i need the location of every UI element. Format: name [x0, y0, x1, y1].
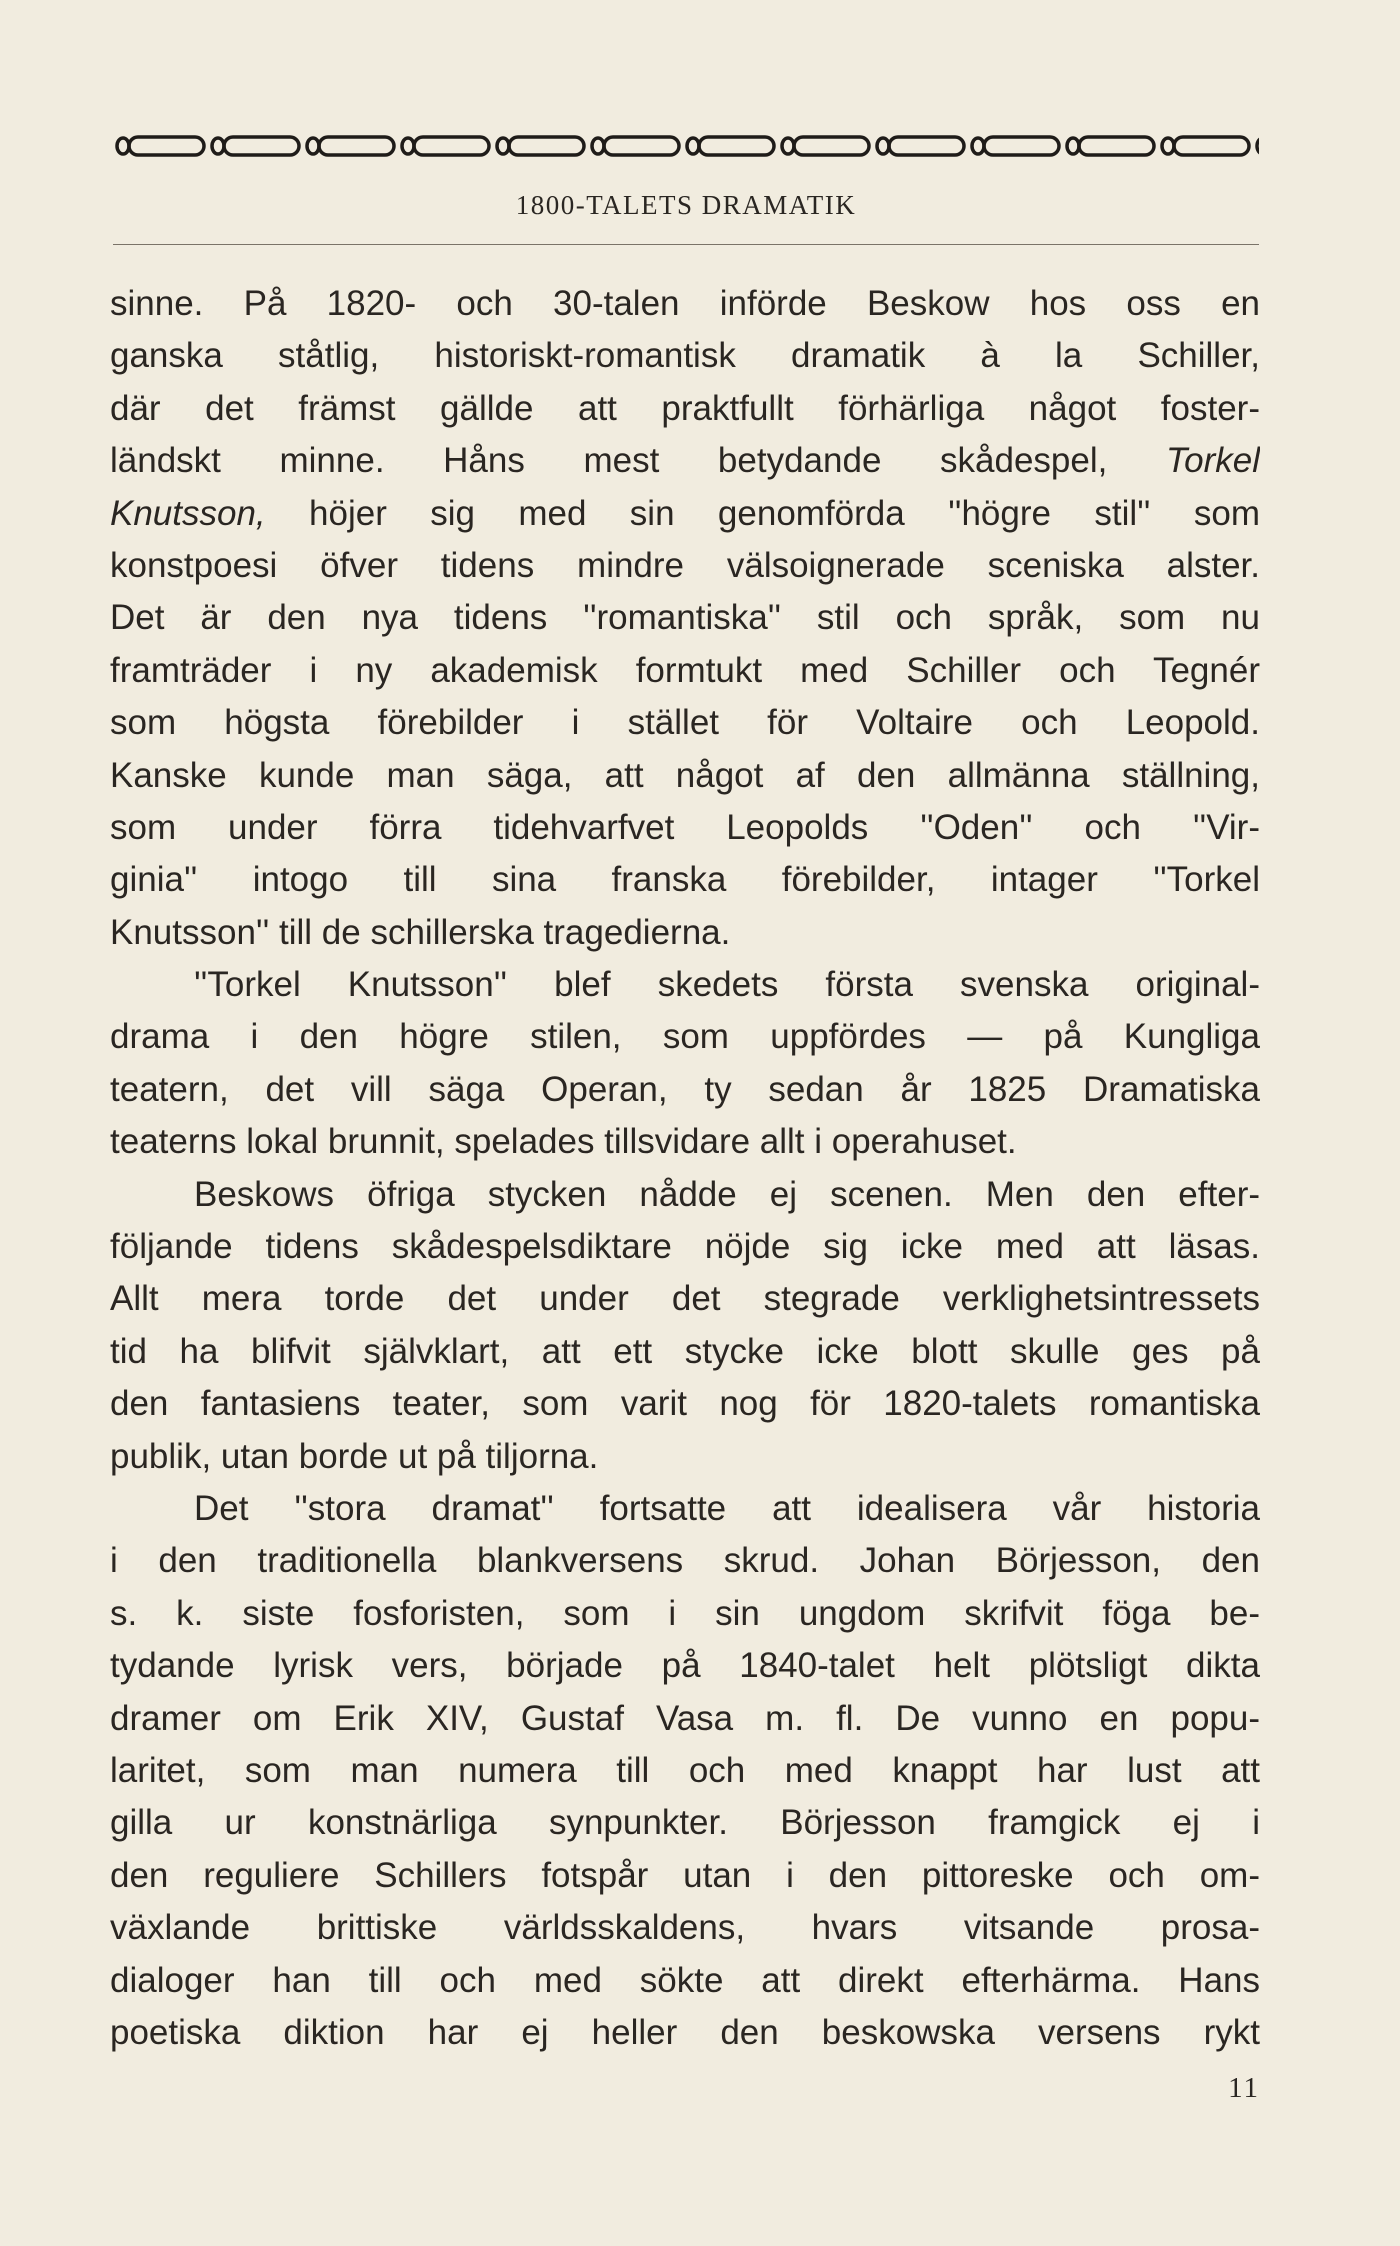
text-line: tid ha blifvit självklart, att ett stycke icke blott skulle ges på: [110, 1331, 1260, 1371]
text-line: Det ''stora dramat'' fortsatte att idealisera vår historia: [194, 1488, 1260, 1528]
text-line: drama i den högre stilen, som uppfördes — på Kungliga: [110, 1017, 1260, 1057]
text-line: dramer om Erik XIV, Gustaf Vasa m. fl. De vunno en popu-: [110, 1698, 1260, 1738]
text-line: där det främst gällde att praktfullt förhärliga något foster-: [110, 388, 1260, 428]
text-line: Beskows öfriga stycken nådde ej scenen. Men den efter-: [194, 1174, 1260, 1214]
running-title: 1800-TALETS DRAMATIK: [515, 190, 857, 220]
text-run: ländskt minne. Håns mest betydande skådespel,: [110, 441, 1108, 481]
text-line: följande tidens skådespelsdiktare nöjde sig icke med att läsas.: [110, 1227, 1260, 1267]
text-line: som under förra tidehvarfvet Leopolds ''Oden'' och ''Vir-: [110, 807, 1260, 847]
text-line: sinne. På 1820- och 30-talen införde Beskow hos oss en: [110, 284, 1260, 323]
ornamental-border: [113, 130, 1259, 162]
italic-title: Torkel: [1165, 441, 1260, 481]
text-line: växlande brittiske världsskaldens, hvars vitsande prosa-: [110, 1908, 1260, 1948]
text-line: ''Torkel Knutsson'' blef skedets första svenska original-: [194, 965, 1260, 1005]
text-line: dialoger han till och med sökte att direkt efterhärma. Hans: [110, 1960, 1260, 2000]
text-line: ginia'' intogo till sina franska förebilder, intager ''Torkel: [110, 860, 1260, 900]
text-line: i den traditionella blankversens skrud. Johan Börjesson, den: [110, 1541, 1260, 1581]
text-line: [110, 488, 1260, 540]
text-line: ganska ståtlig, historiskt-romantisk dramatik à la Schiller,: [110, 336, 1260, 376]
text-line: Knutsson'' till de schillerska tragedierna.: [110, 912, 731, 952]
text-line: som högsta förebilder i stället för Voltaire och Leopold.: [110, 703, 1260, 743]
text-line: gilla ur konstnärliga synpunkter. Börjesson framgick ej i: [110, 1803, 1260, 1843]
text-line: den fantasiens teater, som varit nog för 1820-talets romantiska: [110, 1384, 1260, 1424]
text-line: teatern, det vill säga Operan, ty sedan år 1825 Dramatiska: [110, 1069, 1260, 1109]
text-line: s. k. siste fosforisten, som i sin ungdom skrifvit föga be-: [110, 1593, 1260, 1633]
text-line: Det är den nya tidens ''romantiska'' stil och språk, som nu: [110, 598, 1260, 638]
text-run: höjer sig med sin genomförda ''högre stil'' som: [309, 493, 1260, 533]
text-line: publik, utan borde ut på tiljorna.: [110, 1436, 599, 1476]
page-body: [110, 278, 1260, 2059]
text-line: laritet, som man numera till och med knappt har lust att: [110, 1750, 1260, 1790]
running-head: [113, 190, 1259, 221]
text-line: framträder i ny akademisk formtukt med Schiller och Tegnér: [110, 650, 1260, 690]
text-line: Allt mera torde det under det stegrade verklighetsintressets: [110, 1279, 1260, 1319]
text-line: tydande lyrisk vers, började på 1840-talet helt plötsligt dikta: [110, 1646, 1260, 1686]
text-line: teaterns lokal brunnit, spelades tillsvidare allt i operahuset.: [110, 1122, 1017, 1162]
text-line: konstpoesi öfver tidens mindre välsoignerade sceniska alster.: [110, 545, 1260, 585]
text-line: den reguliere Schillers fotspår utan i den pittoreske och om-: [110, 1855, 1260, 1895]
page-number: 11: [1228, 2072, 1260, 2104]
text-line: Kanske kunde man säga, att något af den allmänna ställning,: [110, 755, 1260, 795]
italic-title: Knutsson,: [110, 493, 266, 533]
header-rule: [113, 244, 1259, 245]
text-line: [110, 435, 1260, 487]
text-line: poetiska diktion har ej heller den beskowska versens rykt: [110, 2012, 1260, 2052]
